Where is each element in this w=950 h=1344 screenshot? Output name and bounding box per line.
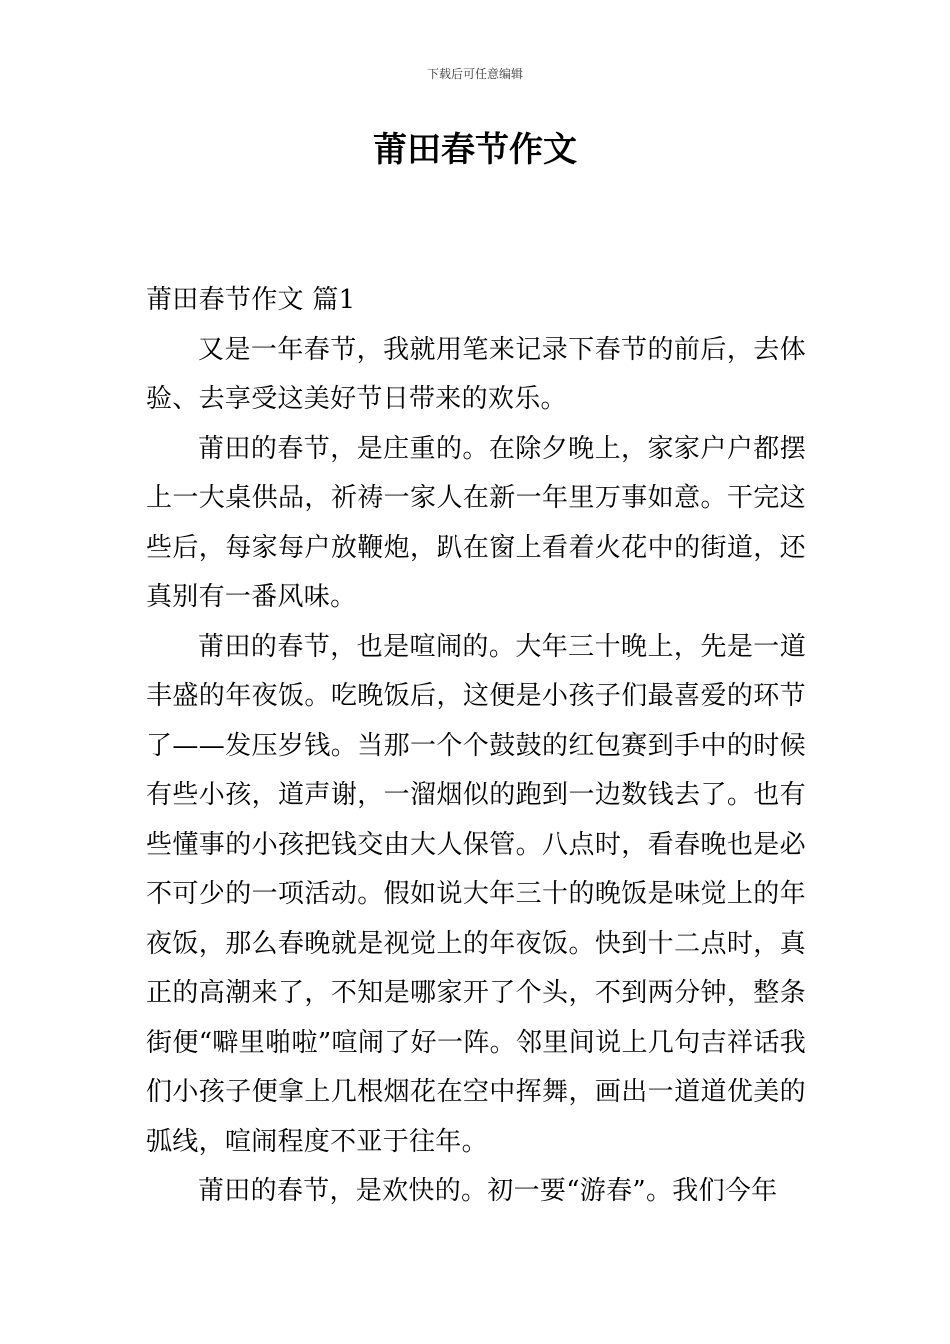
section-heading: 莆田春节作文 篇1	[146, 285, 356, 315]
paragraph: 莆田的春节，是欢快的。初一要“游春”。我们今年	[198, 1176, 778, 1206]
header-note: 下载后可任意编辑	[426, 67, 523, 81]
paragraph: 莆田的春节，也是喧闹的。大年三十晚上，先是一道丰盛的年夜饭。吃晚饭后，这便是小孩子们最喜爱的环节了——发压岁钱。当那一个个鼓鼓的红包赛到手中的时候有些小孩，道声谢，一溜烟似的跑到一边数钱去了。也有些懂事的小孩把钱交由大人保管。八点时，看春晚也是必不可少的一项活动。假如说大年三十的晚饭是味觉上的年夜饭，那么春晚就是视觉上的年夜饭。快到十二点时，真正的高潮来了，不知是哪家开了个头，不到两分钟，整条街便“噼里啪啦”喧闹了好一阵。邻里间说上几句吉祥话我们小孩子便拿上几根烟花在空中挥舞，画出一道道优美的弧线，喧闹程度不亚于往年。	[146, 631, 806, 1157]
document-title: 莆田春节作文	[373, 130, 577, 170]
paragraph: 莆田的春节，是庄重的。在除夕晚上，家家户户都摆上一大桌供品，祈祷一家人在新一年里万事如意。干完这些后，每家每户放鞭炮，趴在窗上看着火花中的街道，还真别有一番风味。	[146, 433, 806, 612]
document-body	[146, 276, 806, 1217]
paragraph: 又是一年春节，我就用笔来记录下春节的前后，去体验、去享受这美好节日带来的欢乐。	[146, 334, 806, 414]
